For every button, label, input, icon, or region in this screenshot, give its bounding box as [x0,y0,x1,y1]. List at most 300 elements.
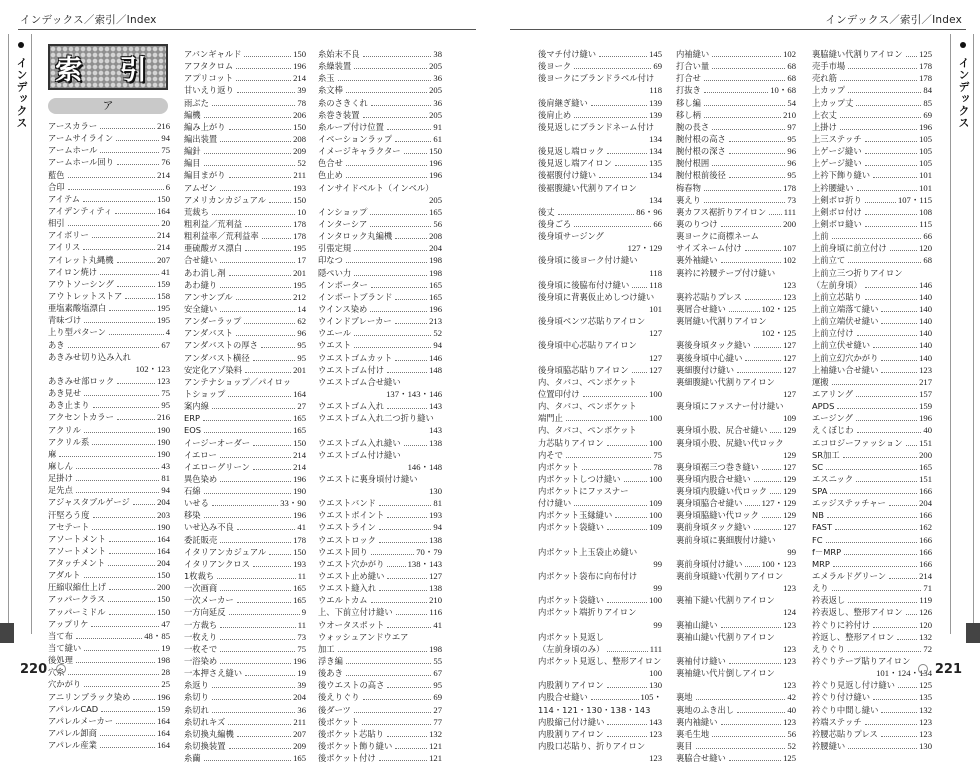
index-term: 内そで [538,449,563,460]
page-ref: 36 [433,73,442,84]
leader-dots [92,529,155,530]
page-ref: 96 [787,158,796,169]
page-ref: 178 [293,534,306,545]
page-ref: 164 [157,728,170,739]
page-ref: 178 [919,73,932,84]
page-ref: 165 [293,595,306,606]
index-term: 裏地のふき出し [676,704,735,715]
index-entry [812,218,932,230]
leader-dots [346,92,427,93]
page-ref: 200 [157,582,170,593]
page-ref: 125 [919,49,932,59]
index-entry [538,424,662,436]
index-entry [318,48,442,60]
index-term: 一方裁ち [184,619,218,630]
index-entry [184,157,306,169]
leader-dots [826,469,917,470]
leader-dots [84,432,155,433]
page-ref: 127・129 [761,498,796,509]
leader-dots [371,287,427,288]
right-page [490,0,980,764]
page-ref: 165 [919,461,932,472]
index-entry [184,97,306,109]
index-term: イエロー [184,449,217,460]
index-term: 糸繰装置 [318,61,352,72]
index-entry [318,473,442,485]
index-term: 裏身頃小股、尻合せ縫い [676,425,768,436]
leader-dots [729,663,781,664]
leader-dots [395,141,431,142]
index-entry [538,182,662,194]
index-term: 衿端ステッチ [812,716,862,727]
leader-dots [889,578,917,579]
index-term: アダルト [48,570,81,581]
leader-dots [371,602,428,603]
leader-dots [117,262,156,263]
leader-dots [68,225,160,226]
index-term: 裏前身頃縫い代割りアイロン [676,571,784,582]
index-term: 裏後身頃中心縫い [676,352,743,363]
index-entry [676,303,796,315]
index-entry [184,679,306,691]
page-ref: 127 [783,522,796,533]
leader-dots [712,129,785,130]
index-term: 内股合せ縫い [538,692,588,703]
index-term: ウインス染め [318,303,368,314]
index-entry [184,485,306,497]
index-entry [538,546,662,558]
index-entry [318,230,442,242]
side-tab-right [950,34,974,634]
page-ref: 96 [787,146,796,157]
index-term: 甘いえり返り [184,85,234,96]
index-term: 内ポケット端折りアイロン [538,607,637,618]
leader-dots [856,105,921,106]
page-ref: 196 [919,121,932,132]
index-entry [676,327,796,339]
leader-dots [881,360,917,361]
index-term: 後見返し端アイロン [538,158,612,169]
tab-bullet-icon [960,42,966,48]
index-term: ウエスト止め縫い [318,571,385,582]
leader-dots [898,687,917,688]
index-entry [812,133,932,145]
page-ref: 127 [429,571,442,582]
leader-dots [762,469,781,470]
leader-dots [76,492,160,493]
index-entry [538,606,662,618]
index-entry [184,72,306,84]
index-term: FAST [812,522,833,533]
index-entry [318,534,442,546]
index-entry [318,182,442,194]
leader-dots [109,614,156,615]
page-ref: 130 [649,680,662,691]
index-term: アフタクロム [184,61,234,72]
leader-dots [125,298,155,299]
index-entry [538,704,662,716]
index-term: 上前立芯貼り [812,291,862,302]
index-entry [812,570,932,582]
index-entry [318,218,442,230]
index-entry [184,388,306,400]
index-term: 裏のりつけ [676,218,718,229]
page-ref: 107 [783,243,796,254]
index-entry [538,594,662,606]
leader-dots [865,165,917,166]
leader-dots [203,420,291,421]
leader-dots [832,238,922,239]
index-term: 裏屑合せ縫い [676,303,726,314]
leader-dots [387,517,427,518]
leader-dots [217,578,296,579]
index-term: 打抜き [676,85,701,96]
index-term: インタロック丸編機 [318,231,393,242]
index-term: 色止め [318,170,343,181]
index-entry [48,703,170,715]
leader-dots [696,748,786,749]
index-entry [812,582,932,594]
leader-dots [220,639,295,640]
leader-dots [857,190,918,191]
index-term: アンダバスト [184,328,234,339]
index-entry [48,606,170,618]
index-term: 後ダーツ [318,704,351,715]
index-term: 移し柄 [676,109,701,120]
index-term: 一枚えり [184,631,218,642]
leader-dots [395,748,427,749]
leader-dots [843,457,917,458]
index-entry [318,691,442,703]
index-term: 後ヨークにブランドラベル付け [538,73,655,84]
index-entry [812,521,932,533]
index-term: 腕付根の高さ [676,133,726,144]
leader-dots [212,505,278,506]
leader-dots [237,92,296,93]
index-entry [812,194,932,206]
index-term: 裏袖付け縫い [676,656,726,667]
page-ref: 211 [293,716,306,727]
page-ref: 123 [649,753,662,764]
index-term: あわ縫り [184,279,218,290]
leader-dots [253,469,291,470]
index-term: 衿腰縫い [812,741,846,752]
page-ref: 33・90 [280,498,306,509]
index-term: 後ヨーク [538,61,572,72]
index-term: 上ゲージ縫い [812,146,862,157]
index-entry [48,654,170,666]
index-term: 後処理 [48,655,73,666]
page-ref: 129 [783,449,796,460]
index-term: 衿表返し [812,595,846,606]
page-ref: 127・129 [627,243,662,254]
index-entry [538,655,662,667]
page-ref: 137・143・146 [386,388,442,399]
index-term: 上、下前立付け縫い [318,607,393,618]
page-ref: 138 [429,534,442,545]
page-ref: 40 [923,425,932,436]
page-ref: 78 [653,461,662,472]
index-entry [318,485,442,497]
leader-dots [109,310,155,311]
index-term: 内ポケット玉縁縫い [538,510,613,521]
leader-dots [220,481,291,482]
leader-dots [574,117,647,118]
index-term: 上ゲージ縫い [812,158,862,169]
leader-dots [346,177,427,178]
index-term: 内ポケットしつけ縫い [538,473,621,484]
leader-dots [827,517,917,518]
page-ref: 162 [919,522,932,533]
index-term: 後ポケット付け [318,753,376,764]
index-term: トショップ [184,388,226,399]
index-entry [184,194,306,206]
index-entry [48,715,170,727]
page-ref: 96 [297,328,306,339]
leader-dots [721,226,782,227]
leader-dots [848,602,917,603]
index-entry [318,291,442,303]
leader-dots [704,80,786,81]
index-entry [318,449,442,461]
leader-dots [204,153,292,154]
index-entry [184,497,306,509]
page-ref: 36 [433,97,442,108]
page-ref: 129 [783,473,796,484]
index-term: 後あき [318,668,343,679]
leader-dots [253,360,296,361]
page-ref: 193 [293,558,306,569]
index-entry [538,497,662,509]
leader-dots [721,262,782,263]
leader-dots [68,674,160,675]
leader-dots [379,529,432,530]
leader-dots [115,213,155,214]
index-entry [812,546,932,558]
index-entry [676,667,796,679]
index-entry [812,267,932,279]
index-term: 糸繭 [184,753,201,764]
page-ref: 70・79 [416,546,442,557]
index-term: 裏後身頃タック縫い [676,340,751,351]
index-term: 穴かがり [48,679,82,690]
index-term: いせ込み不良 [184,522,234,533]
index-entry [812,473,932,485]
leader-dots [395,360,427,361]
leader-dots [133,504,155,505]
index-entry [538,509,662,521]
index-term: 裏身頃裾三つ巻き縫い [676,461,759,472]
leader-dots [696,699,786,700]
index-entry [318,206,442,218]
page-ref: 166 [919,534,932,545]
leader-dots [599,177,647,178]
index-entry [812,169,932,181]
index-term: アウトレットストア [48,290,123,301]
leader-dots [873,699,917,700]
index-term: 衿返し、整形アイロン [812,631,895,642]
page-ref: 125 [783,753,796,764]
index-term: 後肩止め [538,109,572,120]
leader-dots [729,153,786,154]
index-entry [812,206,932,218]
index-term: 後身頃中心芯貼りアイロン [538,340,637,351]
leader-dots [229,614,300,615]
leader-dots [770,432,781,433]
index-entry [48,484,170,496]
index-entry [676,691,796,703]
page-ref: 123 [919,728,932,739]
index-term: あき [48,339,65,350]
page-ref: 25 [161,679,170,690]
page-ref: 48・85 [144,630,170,641]
leader-dots [729,311,760,312]
index-entry [538,291,662,303]
index-term: 移し編 [676,97,701,108]
leader-dots [108,601,155,602]
leader-dots [379,590,427,591]
index-term: 移染 [184,510,201,521]
index-term: インターシア [318,218,368,229]
index-entry [538,279,662,291]
page-ref: 99 [653,558,662,569]
index-term: 糸巻き装置 [318,109,360,120]
page-ref: 203 [157,509,170,520]
page-ref: 204 [293,692,306,703]
page-ref: 95 [787,133,796,144]
page-ref: 134 [649,146,662,157]
index-entry [184,279,306,291]
page-ref: 201 [293,267,306,278]
index-term: 上り型パターン [48,327,106,338]
index-entry [318,497,442,509]
index-entry [812,376,932,388]
leader-dots [220,287,291,288]
page-ref: 129 [783,510,796,521]
leader-dots [566,420,647,421]
index-entry [48,120,170,132]
page-ref: 140 [919,328,932,339]
page-ref: 39 [297,85,306,96]
index-entry [318,546,442,558]
index-entry [184,509,306,521]
index-term: 後肩継ぎ縫い [538,97,588,108]
page-ref: 157 [919,388,932,399]
index-term: 安定化アゾ染料 [184,364,243,375]
page-ref: 100 [649,388,662,399]
header-rule-left [18,29,476,30]
leader-dots [632,372,648,373]
index-term: 上前立付け [812,328,854,339]
page-ref: 211 [293,170,306,181]
page-ref: 36 [297,704,306,715]
index-entry [48,399,170,411]
index-term: アメリカンカジュアル [184,194,266,205]
index-term: あき見せ [48,388,82,399]
leader-dots [721,627,782,628]
page-ref: 100 [649,473,662,484]
page-ref: 138 [429,437,442,448]
page-ref: 121 [429,753,442,764]
index-entry [812,558,932,570]
page-ref: 75 [653,449,662,460]
page-ref: 68 [787,61,796,72]
index-entry [184,631,306,643]
index-term: アッパークラス [48,594,106,605]
index-term: 一枚そで [184,643,218,654]
page-ref: 207 [157,254,170,265]
index-term: エアリング [812,388,853,399]
index-entry [676,364,796,376]
page-ref: 115 [919,218,932,229]
index-term: 運搬 [812,376,829,387]
index-entry [676,570,796,582]
index-term: 裏えり [676,194,701,205]
leader-dots [704,105,786,106]
index-term: 雨ぶた [184,97,209,108]
leader-dots [229,748,292,749]
page-ref: 204 [157,558,170,569]
index-term: 端門止 [538,413,563,424]
leader-dots [574,226,651,227]
index-term: 衿表返し、整形アイロン [812,607,903,618]
index-term: 内ポケット見返し [538,631,604,642]
page-ref: 123 [157,375,170,386]
index-entry [676,558,796,570]
leader-dots [387,687,431,688]
page-ref: 123 [783,291,796,302]
index-term: あきみせ部ロック [48,375,115,386]
page-ref: 100 [649,413,662,424]
index-entry [184,84,306,96]
index-entry [676,606,796,618]
index-term: アームホール回り [48,157,114,168]
leader-dots [76,468,160,469]
index-entry [538,570,662,582]
index-entry [48,727,170,739]
leader-dots [770,493,781,494]
index-term: 内股割りアイロン [538,680,604,691]
leader-dots [220,311,295,312]
index-entry [318,461,442,473]
index-term: 裏カフス裾折りアイロン [676,206,767,217]
page-ref: 159 [919,401,932,412]
leader-dots [848,651,921,652]
index-term: 売れ筋 [812,73,837,84]
page-ref: 214 [919,571,932,582]
index-term: 隠ぺい力 [318,267,352,278]
index-entry [184,558,306,570]
index-entry [318,133,442,145]
index-entry [318,303,442,315]
page-ref: 43 [161,460,170,471]
index-term: 粗利益／荒利益 [184,218,243,229]
page-ref: 214 [157,230,170,241]
page-ref: 62 [297,316,306,327]
index-entry [48,156,170,168]
leader-dots [395,238,427,239]
leader-dots [228,724,291,725]
page-ref: 150 [293,437,306,448]
index-term: 腕の長さ [676,121,710,132]
page-ref: 140 [919,303,932,314]
index-term: アクセントカラー [48,412,114,423]
index-entry [812,619,932,631]
index-entry [812,643,932,655]
page-ref: 4 [165,327,170,338]
index-entry [184,643,306,655]
leader-dots [101,711,155,712]
